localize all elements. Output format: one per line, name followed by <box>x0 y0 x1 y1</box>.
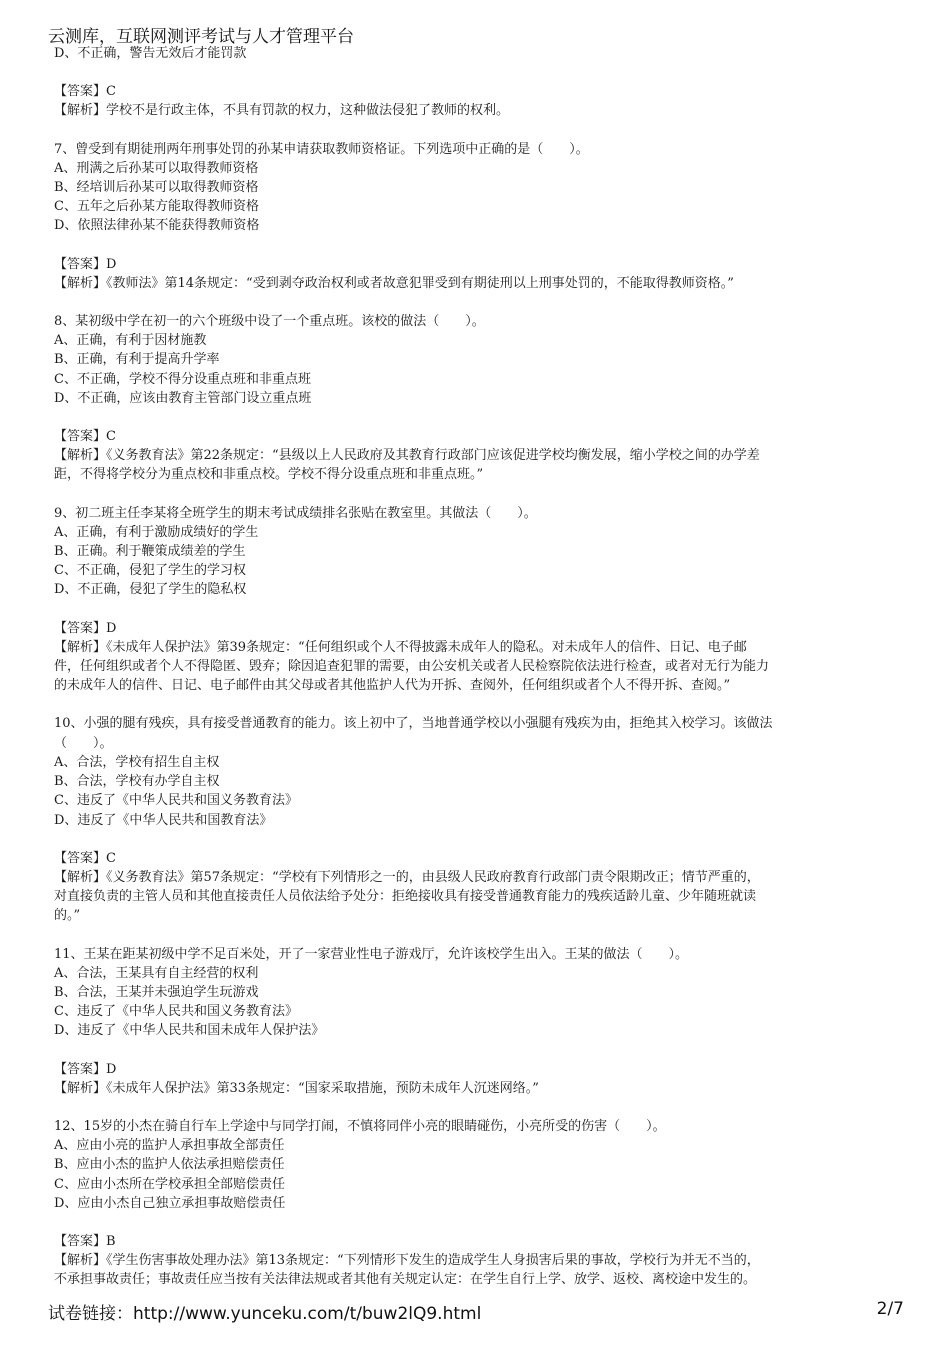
text-line: 7、曾受到有期徒刑两年刑事处罚的孙某申请获取教师资格证。下列选项中正确的是（ ）。 <box>54 141 589 157</box>
text-line: C、违反了《中华人民共和国义务教育法》 <box>54 1004 298 1020</box>
exam-link[interactable]: 试卷链接：http://www.yunceku.com/t/buw2lQ9.html <box>48 1304 482 1324</box>
block-gap <box>54 1098 900 1117</box>
text-line: D、违反了《中华人民共和国教育法》 <box>54 812 273 828</box>
text-line: 【解析】《学生伤害事故处理办法》第13条规定：“下列情形下发生的造成学生人身损害后果的事故，学校行为并无不当的， <box>54 1253 760 1269</box>
text-line: 9、初二班主任李某将全班学生的期末考试成绩排名张贴在教室里。其做法（ ）。 <box>54 505 537 521</box>
text-line: D、应由小杰自己独立承担事故赔偿责任 <box>54 1195 286 1211</box>
text-line: D、不正确，侵犯了学生的隐私权 <box>54 582 247 598</box>
block-gap <box>54 293 900 312</box>
text-line: A、正确，有利于因材施教 <box>54 333 207 349</box>
text-line: 12、15岁的小杰在骑自行车上学途中与同学打闹，不慎将同伴小亮的眼睛碰伤，小亮所受的伤害（ ）。 <box>54 1118 666 1134</box>
text-line: 【解析】学校不是行政主体，不具有罚款的权力，这种做法侵犯了教师的权利。 <box>54 103 510 119</box>
text-line: 【答案】B <box>54 1233 116 1249</box>
text-block <box>54 714 900 829</box>
block-gap <box>54 236 900 255</box>
text-line: C、五年之后孙某方能取得教师资格 <box>54 199 259 215</box>
text-block <box>54 44 900 63</box>
text-line: B、经培训后孙某可以取得教师资格 <box>54 180 259 196</box>
block-gap <box>54 485 900 504</box>
text-block <box>54 619 900 696</box>
text-line: A、合法，王某具有自主经营的权利 <box>54 965 259 981</box>
block-gap <box>54 1041 900 1060</box>
text-line: C、不正确，学校不得分设重点班和非重点班 <box>54 371 311 387</box>
text-line: 【解析】《未成年人保护法》第39条规定：“任何组织或个人不得披露未成年人的隐私。对未成年人的信件、日记、电子邮 <box>54 639 747 655</box>
page-number: 2/7 <box>876 1299 904 1319</box>
text-block <box>54 849 900 926</box>
text-line: 的未成年人的信件、日记、电子邮件由其父母或者其他监护人代为开拆、查阅外，任何组织或者个人不得开拆、查阅。” <box>54 678 731 694</box>
text-line: 距，不得将学校分为重点校和非重点校。学校不得分设重点班和非重点班。” <box>54 467 484 483</box>
text-line: 【解析】《教师法》第14条规定：“受到剥夺政治权利或者故意犯罪受到有期徒刑以上刑事处罚的，不能取得教师资格。” <box>54 275 734 291</box>
text-block <box>54 945 900 1041</box>
text-line: （ ）。 <box>54 735 113 751</box>
text-line: 【解析】《义务教育法》第57条规定：“学校有下列情形之一的，由县级人民政府教育行政部门责令限期改正；情节严重的， <box>54 869 760 885</box>
text-line: A、应由小亮的监护人承担事故全部责任 <box>54 1138 285 1154</box>
text-line: 【解析】《未成年人保护法》第33条规定：“国家采取措施，预防未成年人沉迷网络。” <box>54 1080 539 1096</box>
text-line: D、不正确，警告无效后才能罚款 <box>54 46 247 61</box>
text-line: B、合法，王某并未强迫学生玩游戏 <box>54 984 259 1000</box>
text-line: 的。” <box>54 908 81 924</box>
text-line: 【解析】《义务教育法》第22条规定：“县级以上人民政府及其教育行政部门应该促进学校均衡发展，缩小学校之间的办学差 <box>54 448 760 464</box>
text-block <box>54 1117 900 1213</box>
text-line: 8、某初级中学在初一的六个班级中设了一个重点班。该校的做法（ ）。 <box>54 314 485 330</box>
text-line: C、不正确，侵犯了学生的学习权 <box>54 563 246 579</box>
text-line: 【答案】C <box>54 429 116 445</box>
text-line: A、合法，学校有招生自主权 <box>54 754 220 770</box>
text-line: 【答案】D <box>54 256 117 272</box>
block-gap <box>54 695 900 714</box>
text-block <box>54 312 900 408</box>
text-line: A、正确，有利于激励成绩好的学生 <box>54 524 259 540</box>
block-gap <box>54 926 900 945</box>
text-line: D、不正确，应该由教育主管部门设立重点班 <box>54 390 312 406</box>
document-body <box>54 44 900 1290</box>
text-block <box>54 504 900 600</box>
block-gap <box>54 121 900 140</box>
text-block <box>54 1060 900 1098</box>
block-gap <box>54 1213 900 1232</box>
text-line: 件，任何组织或者个人不得隐匿、毁弃；除因追查犯罪的需要，由公安机关或者人民检察院依法进行检查，或者对无行为能力 <box>54 659 770 675</box>
text-line: B、应由小杰的监护人依法承担赔偿责任 <box>54 1157 285 1173</box>
text-line: A、刑满之后孙某可以取得教师资格 <box>54 160 259 176</box>
page-header-title: 云测库，互联网测评考试与人才管理平台 <box>48 27 354 47</box>
block-gap <box>54 600 900 619</box>
text-line: 【答案】C <box>54 850 116 866</box>
text-line: D、违反了《中华人民共和国未成年人保护法》 <box>54 1023 325 1039</box>
text-block <box>54 140 900 236</box>
text-line: 【答案】D <box>54 1061 117 1077</box>
text-line: B、合法，学校有办学自主权 <box>54 774 220 790</box>
block-gap <box>54 408 900 427</box>
text-line: C、违反了《中华人民共和国义务教育法》 <box>54 793 298 809</box>
text-block <box>54 255 900 293</box>
page-footer <box>48 1299 904 1324</box>
text-line: 不承担事故责任；事故责任应当按有关法律法规或者其他有关规定认定：在学生自行上学、放学、返校、离校途中发生的。 <box>54 1272 757 1288</box>
text-block <box>54 427 900 485</box>
block-gap <box>54 830 900 849</box>
text-block <box>54 82 900 120</box>
text-line: D、依照法律孙某不能获得教师资格 <box>54 218 260 234</box>
text-line: B、正确，有利于提高升学率 <box>54 352 220 368</box>
block-gap <box>54 63 900 82</box>
text-line: 【答案】C <box>54 84 116 100</box>
text-line: C、应由小杰所在学校承担全部赔偿责任 <box>54 1176 285 1192</box>
text-line: 对直接负责的主管人员和其他直接责任人员依法给予处分：拒绝接收具有接受普通教育能力的残疾适龄儿童、少年随班就读 <box>54 889 757 905</box>
text-line: 10、小强的腿有残疾，具有接受普通教育的能力。该上初中了，当地普通学校以小强腿有残疾为由，拒绝其入校学习。该做法 <box>54 716 773 732</box>
text-line: 11、王某在距某初级中学不足百米处，开了一家营业性电子游戏厅，允许该校学生出入。王某的做法（ ）。 <box>54 946 689 962</box>
text-line: B、正确。利于鞭策成绩差的学生 <box>54 544 246 560</box>
text-block <box>54 1232 900 1290</box>
text-line: 【答案】D <box>54 620 117 636</box>
